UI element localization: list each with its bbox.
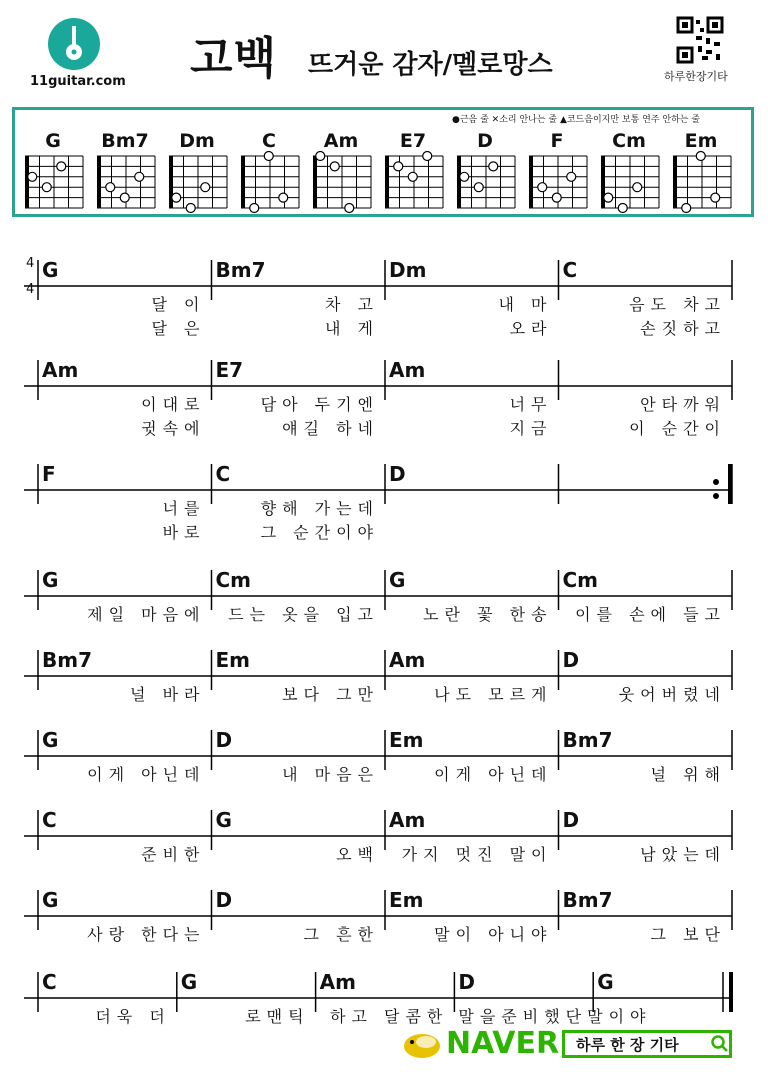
lyric-text: 하고 달콤한 xyxy=(330,1007,449,1026)
lyric-text: 그 보단 xyxy=(650,925,726,944)
chord-symbol: G xyxy=(597,970,614,994)
lyric-text: 얘길 하네 xyxy=(282,419,379,438)
time-signature-bottom: 4 xyxy=(26,282,35,297)
lyric-text: 로맨틱 xyxy=(245,1007,310,1026)
chord-symbol: C xyxy=(42,808,57,832)
lyric-text: 보다 그만 xyxy=(282,685,379,704)
chord-diagram-name: F xyxy=(550,130,564,152)
chord-symbol: D xyxy=(215,888,233,912)
lyric-text: 그 흔한 xyxy=(303,925,379,944)
search-text: 하루 한 장 기타 xyxy=(576,1036,679,1054)
chord-symbol: Bm7 xyxy=(562,728,613,752)
lyric-text: 달 이 xyxy=(151,295,206,314)
chord-symbol: D xyxy=(389,462,406,486)
lyric-text: 내 게 xyxy=(325,319,379,338)
lyric-text: 너를 xyxy=(162,499,206,518)
lyric-text: 바로 xyxy=(162,523,206,542)
chord-symbol: Em xyxy=(215,648,251,672)
chord-symbol: C xyxy=(562,258,578,282)
chord-symbol: G xyxy=(215,808,232,832)
chord-symbol: Em xyxy=(389,888,424,912)
chord-diagram-name: Am xyxy=(323,130,359,152)
chord-symbol: C xyxy=(215,462,231,486)
chord-diagram-name: C xyxy=(262,130,276,152)
lyric-text: 웃어버렸네 xyxy=(618,685,726,704)
lyric-text: 이게 아닌데 xyxy=(87,765,206,784)
chord-symbol: F xyxy=(42,462,56,486)
chord-diagram-name: G xyxy=(45,130,61,152)
lyric-text: 음도 차고 xyxy=(629,295,726,314)
lyric-text: 오라 xyxy=(509,319,553,338)
chord-symbol: Am xyxy=(389,358,426,382)
chord-legend: ●근음 줄 ✕소리 안나는 줄 ▲코드음이지만 보통 연주 안하는 줄 xyxy=(452,115,701,125)
chord-symbol: Bm7 xyxy=(562,888,613,912)
chord-diagram-name: Bm7 xyxy=(101,130,149,152)
song-subtitle: 뜨거운 감자/멜로망스 xyxy=(308,50,553,80)
bird-icon xyxy=(400,1028,444,1064)
lyric-text: 그 순간이야 xyxy=(260,523,379,542)
lyric-text: 널 위해 xyxy=(650,765,726,784)
chord-symbol: D xyxy=(215,728,233,752)
lyric-text: 안타까워 xyxy=(640,395,726,414)
lyric-text: 달 은 xyxy=(151,319,206,338)
search-icon[interactable] xyxy=(710,1034,730,1054)
lyric-text: 널 바라 xyxy=(130,685,206,704)
chord-diagram-name: Em xyxy=(684,130,718,152)
chord-diagram-name: Cm xyxy=(612,130,646,152)
chord-symbol: Cm xyxy=(562,568,599,592)
lyric-text: 차 고 xyxy=(325,295,379,314)
lyric-text: 이 순간이 xyxy=(629,419,726,438)
lyric-text: 남았는데 xyxy=(640,845,726,864)
lyric-text: 사랑 한다는 xyxy=(87,925,206,944)
chord-symbol: C xyxy=(42,970,57,994)
lyric-text: 내 마음은 xyxy=(282,765,379,784)
chord-symbol: Bm7 xyxy=(215,258,266,282)
chord-symbol: D xyxy=(562,808,580,832)
lyric-text: 이를 손에 들고 xyxy=(575,605,726,624)
logo-text: 11guitar.com xyxy=(30,74,126,89)
lyric-text: 오백 xyxy=(336,845,379,864)
chord-symbol: Am xyxy=(42,358,79,382)
chord-symbol: Em xyxy=(389,728,424,752)
chord-symbol: Dm xyxy=(389,258,427,282)
lyric-text: 이대로 xyxy=(141,395,206,414)
lyric-text: 제일 마음에 xyxy=(87,605,206,624)
chord-symbol: D xyxy=(562,648,580,672)
time-signature-top: 4 xyxy=(26,256,35,271)
lyric-text: 이게 아닌데 xyxy=(434,765,553,784)
chord-symbol: Am xyxy=(319,970,356,994)
chord-symbol: E7 xyxy=(215,358,244,382)
chord-diagram-name: D xyxy=(477,130,493,152)
chord-symbol: G xyxy=(42,568,59,592)
lyric-text: 가지 멋진 말이 xyxy=(401,845,553,864)
chord-symbol: D xyxy=(458,970,475,994)
lyric-text: 말이 아니야 xyxy=(434,925,553,944)
chord-symbol: G xyxy=(389,568,406,592)
chord-symbol: G xyxy=(180,970,198,994)
lyric-text: 지금 xyxy=(509,419,553,438)
qr-caption: 하루한장기타 xyxy=(664,70,728,83)
lyric-text: 더욱 더 xyxy=(95,1007,171,1026)
lyric-text: 노란 꽃 한송 xyxy=(423,605,553,624)
chord-diagram-name: E7 xyxy=(399,130,427,152)
chord-symbol: G xyxy=(42,728,59,752)
chord-symbol: Cm xyxy=(215,568,252,592)
song-title: 고백 xyxy=(190,33,278,84)
lyric-text: 손짓하고 xyxy=(640,319,726,338)
lyric-text: 말을준비했단말이야 xyxy=(458,1007,652,1026)
chord-symbol: Am xyxy=(389,808,426,832)
chord-diagram-name: Dm xyxy=(179,130,215,152)
lyric-text: 내 마 xyxy=(498,295,553,314)
lyric-text: 나도 모르게 xyxy=(434,685,553,704)
chord-symbol: G xyxy=(42,258,59,282)
lyric-text: 귓속에 xyxy=(141,419,206,438)
lyric-text: 준비한 xyxy=(141,845,206,864)
naver-brand: NAVER xyxy=(446,1026,560,1061)
chord-symbol: Am xyxy=(389,648,426,672)
lyric-text: 담아 두기엔 xyxy=(260,395,379,414)
lyric-text: 너무 xyxy=(509,395,553,414)
chord-symbol: Bm7 xyxy=(42,648,92,672)
lyric-text: 드는 옷을 입고 xyxy=(228,605,379,624)
chord-symbol: G xyxy=(42,888,59,912)
lyric-text: 향해 가는데 xyxy=(260,499,379,518)
